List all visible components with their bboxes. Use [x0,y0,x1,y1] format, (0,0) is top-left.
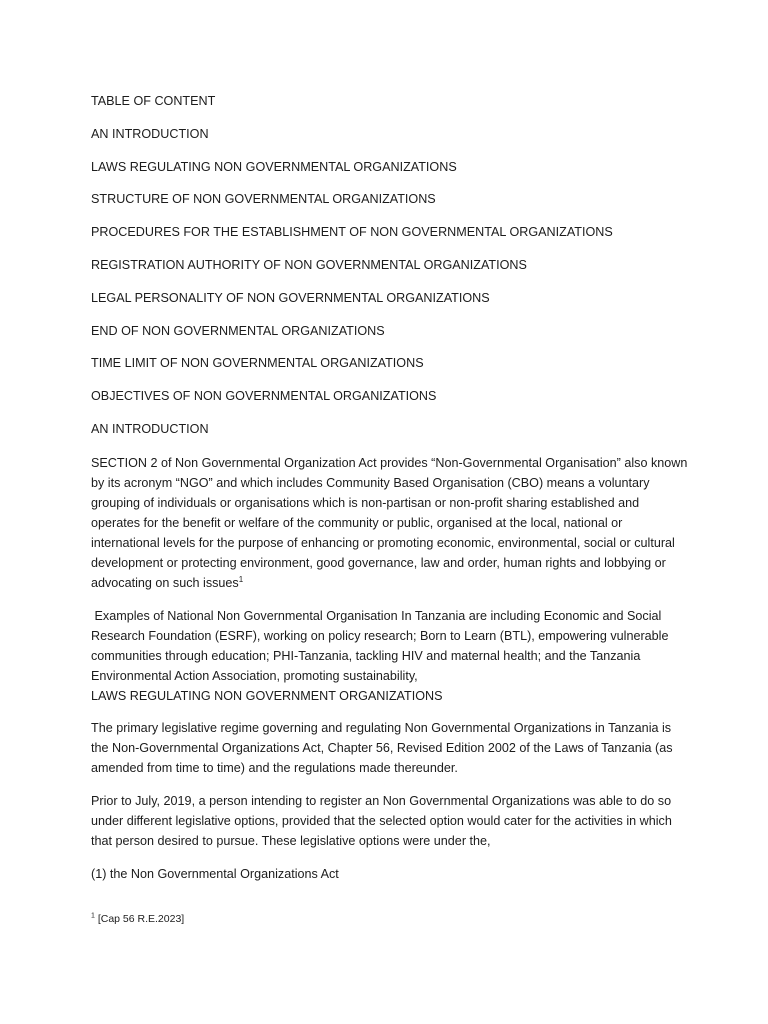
toc-item: REGISTRATION AUTHORITY OF NON GOVERNMENTAL ORGANIZATIONS [91,257,527,272]
toc-title: TABLE OF CONTENT [91,94,216,108]
intro-paragraph-text: SECTION 2 of Non Governmental Organization Act provides “Non-Governmental Organisation” also known by its acronym “NGO” and which includes Community Based Organisation (CBO) means a voluntary grouping of individuals or organisations which is non-partisan or non-profit sharing established and operates for the benefit or welfare of the community or public, organised at the local, national or international levels for the purpose of enhancing or promoting economic, environmental, social or cultural development or protecting environment, good governance, law and order, human rights and lobbying or advocating on such issues [91,455,688,590]
footnote-reference: 1 [238,574,244,584]
toc-item: OBJECTIVES OF NON GOVERNMENTAL ORGANIZATIONS [91,389,437,404]
intro-paragraph [91,453,688,593]
toc-item: AN INTRODUCTION [91,126,209,141]
toc-item: END OF NON GOVERNMENTAL ORGANIZATIONS [91,323,385,338]
section-heading-introduction: AN INTRODUCTION [91,421,209,436]
examples-paragraph-text: Examples of National Non Governmental Organisation In Tanzania are including Economic and Social Research Foundation (ESRF), working on policy research; Born to Learn (BTL), empowering vulnerable communities through education; PHI-Tanzania, tackling HIV and maternal health; and the Tanzania Environmental Action Association, promoting sustainability, [91,608,669,683]
examples-paragraph [91,606,688,686]
toc-item: PROCEDURES FOR THE ESTABLISHMENT OF NON GOVERNMENTAL ORGANIZATIONS [91,225,613,240]
footnote-number: 1 [91,912,95,920]
laws-paragraph: The primary legislative regime governing and regulating Non Governmental Organizations in Tanzania is the Non-Governmental Organizations Act, Chapter 56, Revised Edition 2002 of the Laws of Tanzania (as amended from time to time) and the regulations made thereunder. [91,720,673,775]
legislative-option-item: (1) the Non Governmental Organizations Act [91,866,339,881]
toc-item: STRUCTURE OF NON GOVERNMENTAL ORGANIZATIONS [91,192,436,207]
toc-item: LAWS REGULATING NON GOVERNMENTAL ORGANIZATIONS [91,159,457,174]
toc-item: TIME LIMIT OF NON GOVERNMENTAL ORGANIZATIONS [91,356,424,371]
prior-registration-paragraph: Prior to July, 2019, a person intending to register an Non Governmental Organizations was able to do so under different legislative options, provided that the selected option would cater for the activities in which that person desired to pursue. These legislative options were under the, [91,793,672,848]
toc-item: LEGAL PERSONALITY OF NON GOVERNMENTAL ORGANIZATIONS [91,290,490,305]
footnote [91,912,184,926]
footnote-text: [Cap 56 R.E.2023] [94,913,185,925]
table-of-contents [91,125,688,405]
section-heading-laws: LAWS REGULATING NON GOVERNMENT ORGANIZATIONS [91,688,443,703]
